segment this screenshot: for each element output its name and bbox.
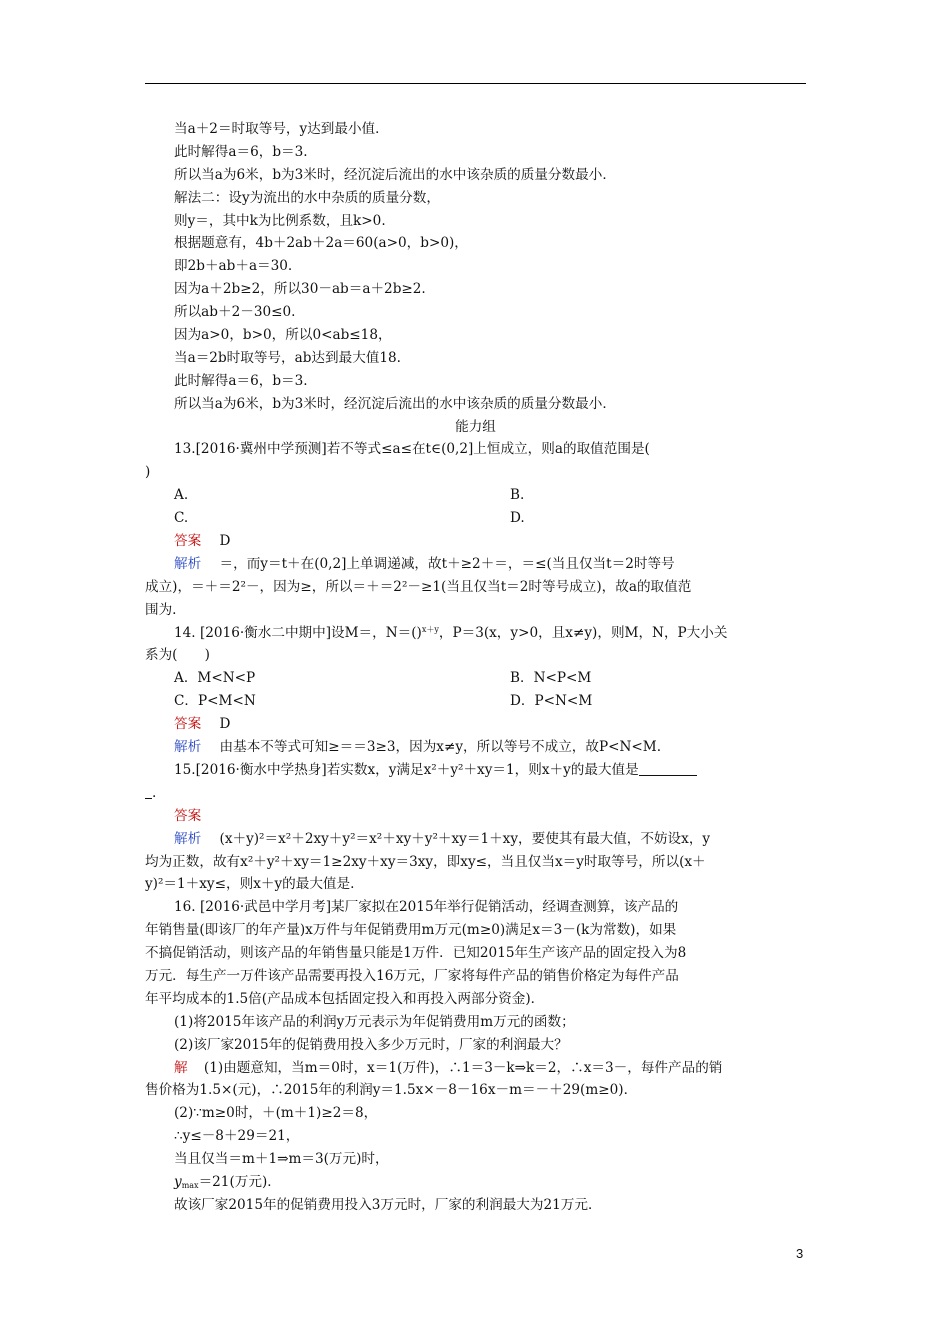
q14-stem-exponent: x＋y [421, 624, 439, 634]
q16-ymax-line [145, 1171, 806, 1194]
answer-label: 答案 [174, 716, 202, 733]
q16-stem-cont: 不搞促销活动，则该产品的年销售量只能是1万件．已知2015年生产该产品的固定投入为8 [145, 945, 687, 962]
q16-solution-step: ∴y≤－8＋29＝21， [174, 1128, 300, 1145]
document-body [145, 118, 806, 1217]
q13-option-b: B. [510, 487, 525, 504]
q15-stem-end: . [152, 784, 157, 801]
solution-label: 解 [174, 1059, 188, 1076]
q15-analysis-cont: y)²＝1＋xy≤，则x＋y的最大值是. [145, 876, 355, 893]
q14-stem-a: 14. [2016·衡水二中期中]设M＝，N＝() [174, 624, 422, 641]
q14-options-row1 [145, 667, 806, 690]
q13-answer [145, 530, 806, 553]
q15-stem-text: 15.[2016·衡水中学热身]若实数x，y满足x²＋y²＋xy＝1，则x＋y的最大值是 [174, 761, 639, 778]
text-line: 此时解得a＝6，b＝3. [174, 143, 308, 160]
text-line: 所以ab＋2－30≤0. [174, 304, 296, 321]
answer-blank [639, 763, 697, 776]
answer-value: D [219, 533, 231, 550]
answer-label: 答案 [174, 807, 202, 824]
text-line: 即2b＋ab＋a＝30. [174, 258, 293, 275]
q15-answer [145, 805, 806, 828]
q13-analysis [145, 553, 806, 576]
page-number: 3 [796, 1246, 804, 1261]
q16-stem: 16. [2016·武邑中学月考]某厂家拟在2015年举行促销活动，经调查测算，该产品的 [174, 899, 679, 916]
analysis-label: 解析 [174, 555, 202, 572]
text-line: 当a＋2＝时取等号，y达到最小值． [174, 121, 389, 137]
ymax-value: ＝21(万元)． [198, 1173, 281, 1190]
ymax-subscript: max [181, 1180, 199, 1190]
q16-solution-step: (2)∵m≥0时，＋(m＋1)≥2＝8， [174, 1105, 378, 1122]
answer-value: D [219, 716, 231, 733]
analysis-label: 解析 [174, 739, 202, 756]
q14-stem-b: ，P＝3(x，y>0，且x≠y)，则M，N，P大小关 [438, 624, 728, 641]
answer-label: 答案 [174, 533, 202, 550]
q16-subquestion-1: (1)将2015年该产品的利润y万元表示为年促销费用m万元的函数； [174, 1013, 575, 1030]
q16-conclusion: 故该厂家2015年的促销费用投入3万元时，厂家的利润最大为21万元． [174, 1196, 602, 1213]
text-line: 所以当a为6米，b为3米时，经沉淀后流出的水中该杂质的质量分数最小． [174, 395, 616, 412]
answer-blank-cont [145, 786, 152, 799]
q13-option-c: C. [174, 510, 189, 527]
q15-stem [145, 759, 806, 782]
solution-text: (1)由题意知，当m＝0时，x＝1(万件)，∴1＝3－k⇒k＝2，∴x＝3－，每件产品的销 [203, 1059, 723, 1076]
q14-analysis [145, 736, 806, 759]
q14-option-b: B．N<P<M [510, 670, 592, 687]
q13-analysis-cont: 成立)，＝＋＝2²－，因为≥，所以＝＋＝2²－≥1(当且仅当t＝2时等号成立)，故a的取值范 [145, 578, 692, 595]
q14-option-c: C．P<M<N [174, 693, 256, 710]
q16-solution [145, 1057, 806, 1080]
q14-stem-cont: 系为( ) [145, 647, 210, 664]
ymax-symbol: y [174, 1173, 182, 1190]
q15-stem-cont [145, 782, 806, 805]
header-rule [145, 83, 806, 84]
analysis-label: 解析 [174, 830, 202, 847]
text-line: 根据题意有，4b＋2ab＋2a＝60(a>0，b>0)， [174, 235, 468, 252]
text-line: 解法二：设y为流出的水中杂质的质量分数， [174, 189, 440, 206]
q16-stem-cont: 万元．每生产一万件该产品需要再投入16万元，厂家将每件产品的销售价格定为每件产品 [145, 967, 679, 984]
q13-options-row2 [145, 507, 806, 530]
text-line: 则y＝，其中k为比例系数，且k>0. [174, 212, 386, 229]
q13-stem: 13.[2016·冀州中学预测]若不等式≤a≤在t∈(0,2]上恒成立，则a的取值范围是( [174, 441, 650, 458]
section-title: 能力组 [455, 418, 496, 435]
q16-stem-cont: 年平均成本的1.5倍(产品成本包括固定投入和再投入两部分资金)． [145, 990, 545, 1007]
q16-subquestion-2: (2)该厂家2015年的促销费用投入多少万元时，厂家的利润最大？ [174, 1036, 568, 1053]
q13-option-a: A. [174, 487, 189, 504]
analysis-text: ＝，而y＝t＋在(0,2]上单调递减，故t＋≥2＋＝，＝≤(当且仅当t＝2时等号 [219, 555, 675, 572]
analysis-text: 由基本不等式可知≥＝＝3≥3，因为x≠y，所以等号不成立，故P<N<M. [219, 739, 662, 756]
text-line: 当a＝2b时取等号，ab达到最大值18. [174, 349, 402, 366]
q13-option-d: D. [510, 510, 525, 527]
q16-solution-cont: 售价格为1.5×(元)，∴2015年的利润y＝1.5x×－8－16x－m＝－＋29(m≥0)． [145, 1082, 638, 1099]
q16-stem-cont: 年销售量(即该厂的年产量)x万件与年促销费用m万元(m≥0)满足x＝3－(k为常数)，如果 [145, 922, 677, 939]
text-line: 因为a＋2b≥2，所以30－ab＝a＋2b≥2. [174, 281, 426, 298]
q14-option-a: A．M<N<P [174, 670, 256, 687]
q14-option-d: D．P<N<M [510, 693, 593, 710]
q14-answer [145, 713, 806, 736]
q14-stem [145, 622, 806, 645]
text-line: 此时解得a＝6，b＝3. [174, 372, 308, 389]
analysis-text: (x＋y)²＝x²＋2xy＋y²＝x²＋xy＋y²＋xy＝1＋xy，要使其有最大值，不妨设x，y [219, 830, 711, 847]
q15-analysis [145, 828, 806, 851]
q13-stem-cont: ) [145, 464, 151, 481]
q15-analysis-cont: 均为正数，故有x²＋y²＋xy＝1≥2xy＋xy＝3xy，即xy≤，当且仅当x＝y时取等号，所以(x＋ [145, 853, 706, 870]
q13-analysis-cont: 围为. [145, 601, 177, 618]
q14-options-row2 [145, 690, 806, 713]
text-line: 因为a>0，b>0，所以0<ab≤18， [174, 327, 392, 344]
q13-options-row1 [145, 484, 806, 507]
text-line: 所以当a为6米，b为3米时，经沉淀后流出的水中该杂质的质量分数最小． [174, 166, 616, 183]
q16-solution-step: 当且仅当＝m＋1⇒m＝3(万元)时， [174, 1151, 389, 1168]
